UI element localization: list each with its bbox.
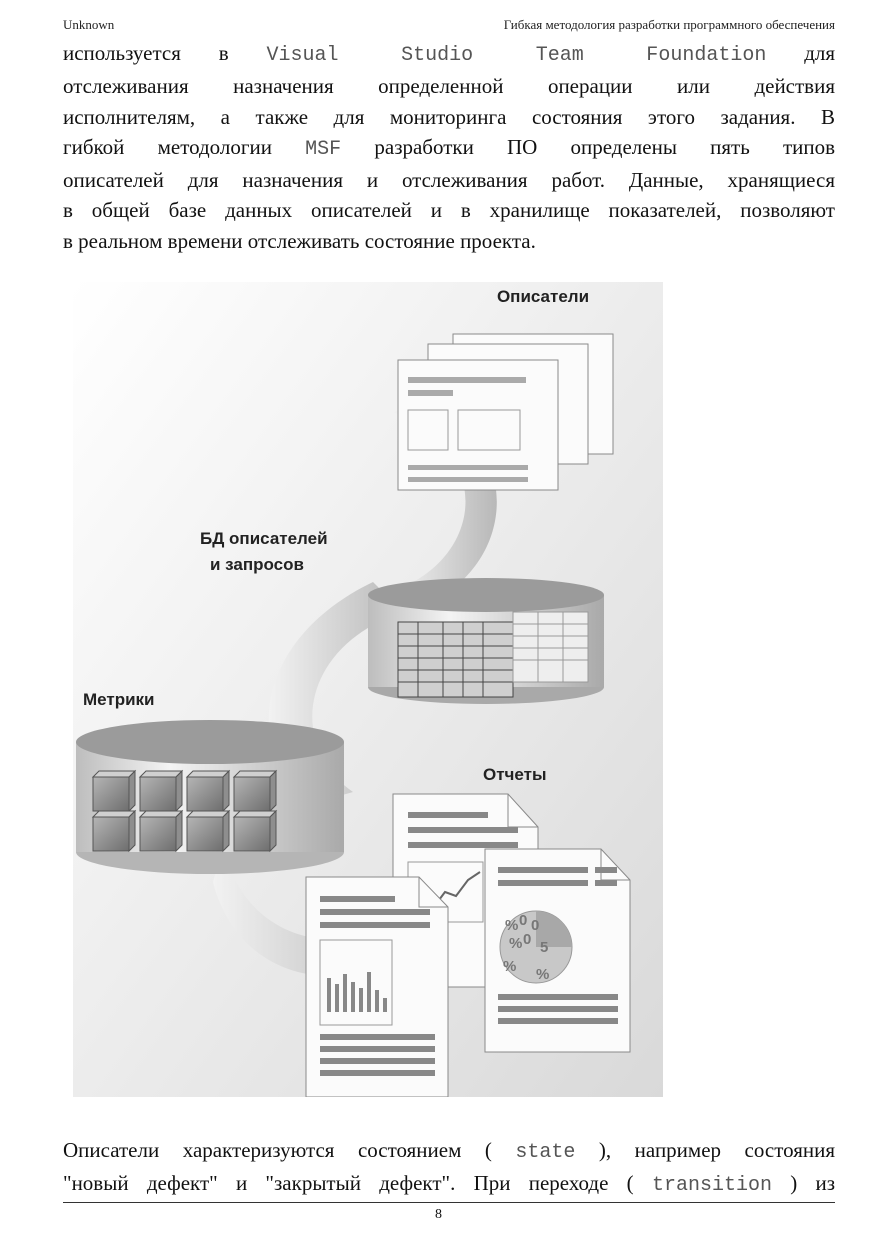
pie-label: %	[536, 966, 550, 983]
metric-cube	[140, 811, 182, 817]
metric-cube	[176, 811, 182, 851]
paragraph-line: в общей базе данных описателей и в хранилище показателей, позволяют	[63, 198, 835, 223]
text-run: Описатели характеризуются состоянием (	[63, 1138, 492, 1162]
label-db-line2: и запросов	[210, 555, 304, 574]
text-run: используется в	[63, 41, 229, 65]
metric-cube	[93, 817, 129, 851]
report-bar	[367, 972, 371, 1012]
pie-label: 0	[523, 931, 532, 948]
work-items-diagram	[73, 282, 663, 1097]
label-descriptors: Описатели	[496, 287, 590, 306]
paragraph-line: исполнителям, а также для мониторинга состояния этого задания. В	[63, 104, 835, 129]
database-table-grid	[398, 622, 513, 697]
report-bar	[343, 974, 347, 1012]
report-bar	[351, 982, 355, 1012]
code-msf: MSF	[305, 137, 342, 161]
pie-label: %	[505, 917, 519, 934]
report-bar	[327, 978, 331, 1012]
text-run: ), например состояния	[598, 1138, 836, 1162]
metric-cube	[93, 777, 129, 811]
running-header-left: Unknown	[63, 17, 115, 32]
metric-cube	[270, 811, 276, 851]
metric-cube	[140, 777, 176, 811]
metric-cube	[187, 771, 229, 777]
descriptors-database-cylinder	[368, 578, 604, 704]
metric-cube	[187, 811, 229, 817]
paragraph-line: отслеживания назначения определенной операции или действия	[63, 74, 835, 99]
metric-cube	[176, 771, 182, 811]
metric-cube	[129, 771, 135, 811]
text-run: "новый дефект" и "закрытый дефект". При переходе (	[63, 1171, 634, 1196]
text-run: гибкой методологии	[63, 134, 272, 159]
paragraph-line	[63, 1168, 835, 1201]
pie-label: %	[509, 935, 523, 952]
metric-cube	[234, 771, 276, 777]
paragraph-line: описателей для назначения и отслеживания работ. Данные, хранящиеся	[63, 168, 835, 193]
metric-cube	[234, 777, 270, 811]
label-metrics: Метрики	[83, 690, 155, 709]
label-db-line1: БД описателей	[200, 529, 328, 548]
pie-label: 0	[531, 917, 540, 934]
bottom-paragraph	[63, 1135, 835, 1202]
code-visual-studio: Visual Studio Team Foundation	[266, 44, 767, 67]
metric-cube	[140, 817, 176, 851]
paragraph-line	[63, 1135, 835, 1168]
text-run: разработки ПО определены пять типов	[374, 134, 836, 159]
paragraph-line	[63, 38, 835, 71]
metric-cube	[223, 771, 229, 811]
text-run: для	[804, 41, 836, 65]
label-reports: Отчеты	[483, 765, 547, 784]
metric-cube	[129, 811, 135, 851]
pie-label: %	[503, 958, 517, 975]
top-paragraph	[63, 38, 835, 256]
report-bar	[383, 998, 387, 1012]
report-pie-chart	[485, 849, 630, 1052]
paragraph-line: в реальном времени отслеживать состояние проекта.	[63, 228, 536, 253]
pie-label: 5	[540, 939, 549, 956]
metric-cube	[270, 771, 276, 811]
paragraph-line	[63, 132, 835, 165]
running-header-title: Гибкая методология разработки программного обеспечения	[503, 17, 835, 32]
metric-cube	[234, 811, 276, 817]
pie-label: 0	[519, 912, 528, 929]
metric-cube	[187, 817, 223, 851]
code-transition: transition	[651, 1174, 772, 1198]
report-bar	[335, 984, 339, 1012]
metric-cube	[234, 817, 270, 851]
footer-rule	[63, 1202, 835, 1203]
report-bar	[375, 990, 379, 1012]
metric-cube	[93, 811, 135, 817]
code-state: state	[515, 1141, 576, 1164]
text-run: ) из	[790, 1171, 836, 1196]
metric-cube	[187, 777, 223, 811]
metric-cube	[223, 811, 229, 851]
page-number: 8	[435, 1207, 442, 1222]
report-bar-chart	[306, 877, 448, 1097]
report-bar	[359, 988, 363, 1012]
metric-cube	[140, 771, 182, 777]
metric-cube	[93, 771, 135, 777]
